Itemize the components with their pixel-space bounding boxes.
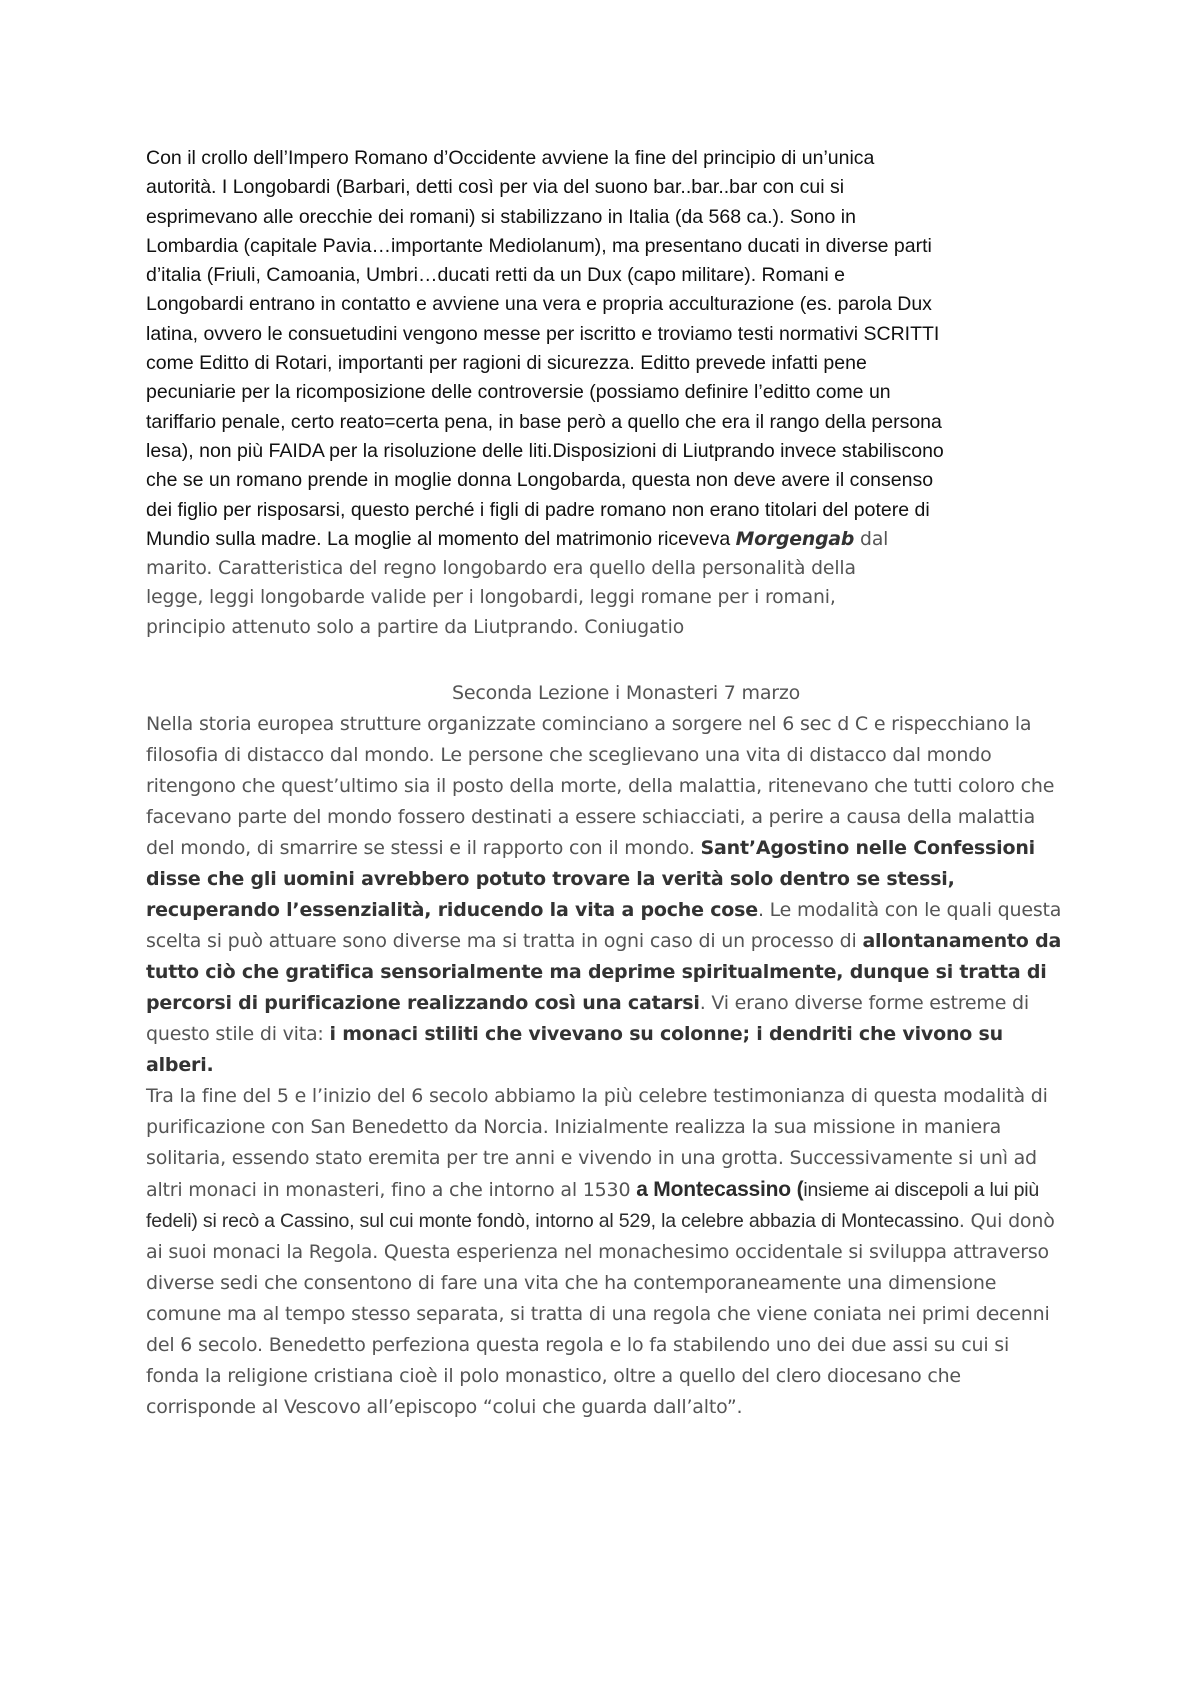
text-line: pecuniarie per la ricomposizione delle controversie (possiamo definire l’editto come un [146,381,891,404]
text-line: Con il crollo dell’Impero Romano d’Occidente avviene la fine del principio di un’unica [146,147,875,169]
text-line: che se un romano prende in moglie donna Longobarda, questa non deve avere il consenso [146,469,934,492]
text-line: legge, leggi longobarde valide per i longobardi, leggi romane per i romani, [146,587,836,609]
text-line: latina, ovvero le consuetudini vengono messe per iscritto e troviamo testi normativi SCRITTI [146,322,940,345]
bold-fragment: i monaci stiliti che vivevano su colonne; i dendriti che vivono su alberi. [146,1023,1003,1077]
text-line: d’italia (Friuli, Camoania, Umbri…ducati retti da un Dux (capo militare). Romani e [146,264,846,287]
text-line: principio attenuto solo a partire da Liutprando. Coniugatio [146,616,685,638]
bold-fragment: allontanamento da tutto ciò che gratifica sensorialmente ma deprime spiritualmente, dunque si tratta di percorsi di purificazione realizzando così una catarsi [146,930,1062,1015]
document-page [146,144,1066,1423]
text-line: Longobardi entrano in contatto e avviene una vera e propria acculturazione (es. parola Dux [146,293,932,316]
paragraph-benedetto [146,1081,1066,1423]
text-line: autorità. I Longobardi (Barbari, detti così per via del suono bar..bar..bar con cui si [146,176,845,199]
emphasis-term: Morgengab [735,528,855,550]
bold-fragment: Sant’Agostino nelle Confessioni disse che gli uomini avrebbero potuto trovare la verità solo dentro se stessi, recuperando l’essenzialità, riducendo la vita a poche cose [146,837,1035,922]
text-fragment: . Le modalità con le quali questa scelta si può attuare sono diverse ma si tratta in ogni caso di un processo di [146,899,1062,953]
text-line: lesa), non più FAIDA per la risoluzione delle liti.Disposizioni di Liutprando invece stabiliscono [146,439,944,462]
text-line: tariffario penale, certo reato=certa pena, in base però a quello che era il rango della persona [146,410,942,433]
emphasis-place: a Montecassino ( [636,1178,804,1202]
text-line: marito. Caratteristica del regno longobardo era quello della personalità della [146,558,856,580]
text-line: Lombardia (capitale Pavia…importante Mediolanum), ma presentano ducati in diverse parti [146,234,932,257]
text-fragment: insieme ai discepoli a lui più fedeli) si recò a Cassino, sul cui monte fondò, intorno al 529, la celebre abbazia di Montecassino [146,1179,1040,1233]
lesson-title: Seconda Lezione i Monasteri 7 marzo [452,682,801,705]
text-fragment: Nella storia europea strutture organizzate cominciano a sorgere nel 6 sec d C e rispecchiano la filosofia di distacco dal mondo. Le persone che sceglievano una vita di distacco dal mondo ritengono che quest’ultimo sia il posto della morte, della malattia, ritenevano che tutti coloro che facevano parte del mondo fossero destinati a essere schiacciati, a perire a causa della malattia del mondo, di smarrire se stessi e il rapporto con il mondo. [146,713,1055,860]
text-line: dei figlio per risposarsi, questo perché i figli di padre romano non erano titolari del potere di [146,498,930,521]
text-line: esprimevano alle orecchie dei romani) si stabilizzano in Italia (da 568 ca.). Sono in [146,205,856,228]
paragraph-longobardi [146,144,1066,642]
text-fragment: dal [854,528,889,550]
text-line: come Editto di Rotari, importanti per ragioni di sicurezza. Editto prevede infatti pene [146,352,867,375]
text-fragment: Tra la fine del 5 e l’inizio del 6 secolo abbiamo la più celebre testimonianza di questa modalità di purificazione con San Benedetto da Norcia. Inizialmente realizza la sua missione in maniera solitaria, essendo stato eremita per tre anni e vivendo in una grotta. Successivamente si unì ad altri monaci in monasteri, fino a che intorno al 1530 [146,1085,1048,1202]
text-fragment: . Vi erano diverse forme estreme di questo stile di vita: [146,992,1029,1046]
paragraph-monasteri [146,709,1066,1081]
text-line: Mundio sulla madre. La moglie al momento del matrimonio riceveva [146,527,736,550]
text-fragment: . Qui donò ai suoi monaci la Regola. Questa esperienza nel monachesimo occidentale si sviluppa attraverso diverse sedi che consentono di fare una vita che ha contemporaneamente una dimensione comune ma al tempo stesso separata, si tratta di una regola che viene coniata nei primi decenni del 6 secolo. Benedetto perfeziona questa regola e lo fa stabilendo uno dei due assi su cui si fonda la religione cristiana cioè il polo monastico, oltre a quello del clero diocesano che corrisponde al Vescovo all’episcopo “colui che guarda dall’alto”. [146,1210,1055,1419]
